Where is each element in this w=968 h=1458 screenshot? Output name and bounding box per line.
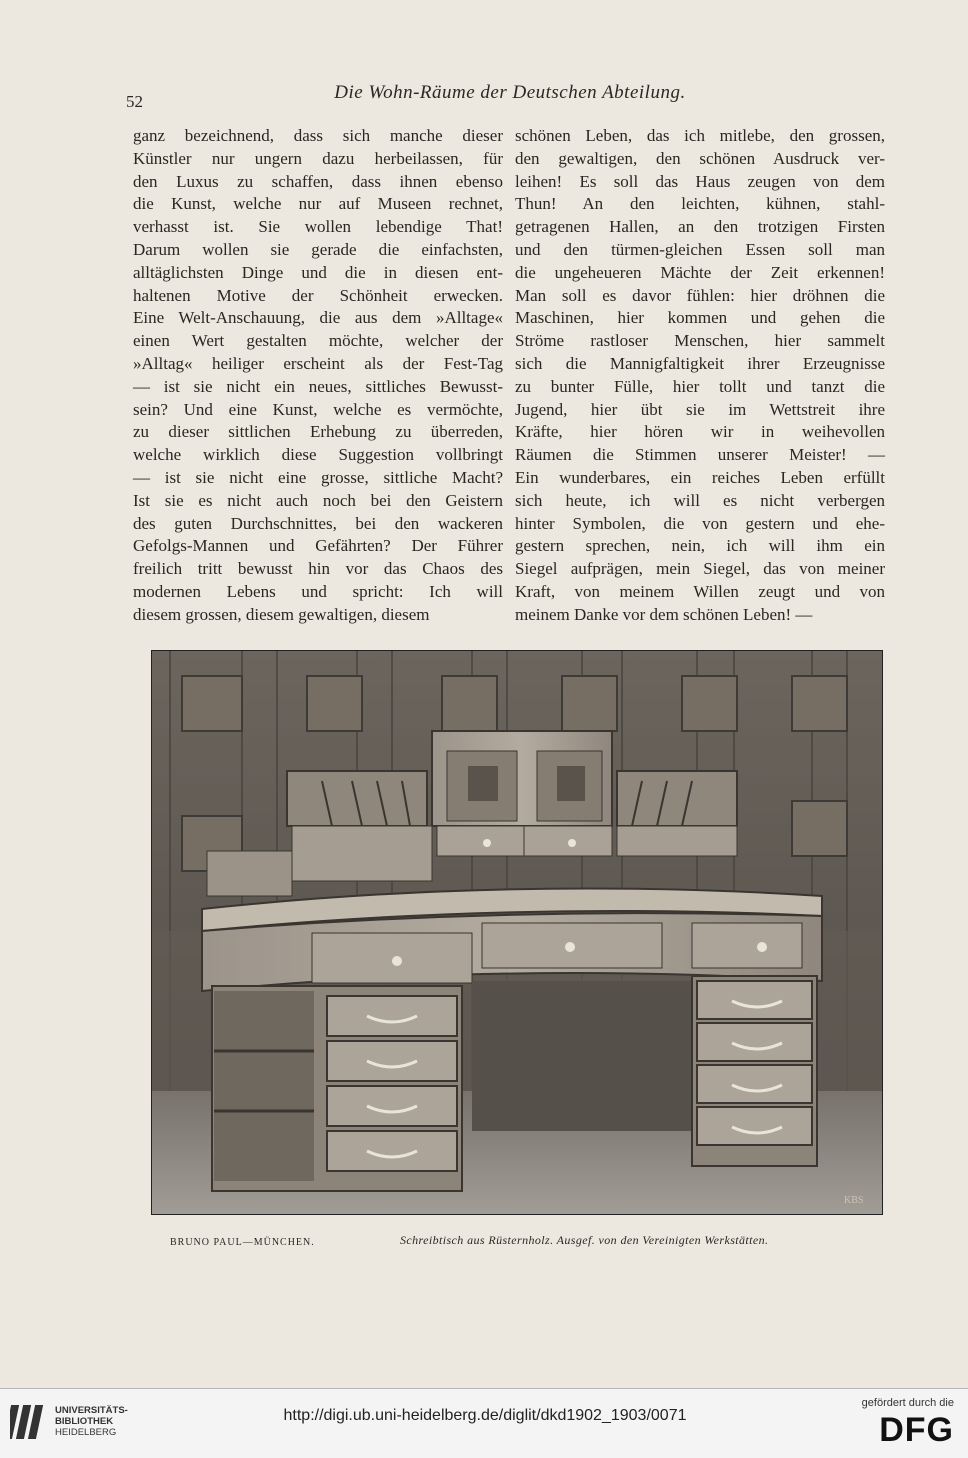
text-line: Gefolgs-Mannen und Gefährten? Der Führer — [133, 536, 503, 556]
library-line-1: UNIVERSITÄTS- — [55, 1405, 128, 1416]
text-line: Ein wunderbares, ein reiches Leben erfüllt — [515, 467, 885, 487]
text-line: meinem Danke vor dem schönen Leben! — — [515, 604, 813, 624]
text-line: die ungeheueren Mächte der Zeit erkennen! — [515, 262, 885, 282]
text-line: die Kunst, welche nur auf Museen rechnet, — [133, 194, 503, 214]
text-line: sich heute, ich will es nicht verbergen — [515, 490, 885, 510]
text-line: den Luxus zu schaffen, dass ihnen ebenso — [133, 171, 503, 191]
desk-illustration — [152, 651, 882, 1214]
text-line: und den türmen-gleichen Essen soll man — [515, 239, 885, 259]
text-line: diesem grossen, diesem gewaltigen, diesem — [133, 604, 430, 624]
text-line: den gewaltigen, den schönen Ausdruck ver- — [515, 148, 885, 168]
text-line: Kraft, von meinem Willen zeugt und von — [515, 581, 885, 601]
text-line: »Alltag« heiliger erscheint als der Fest-Tag — [133, 353, 503, 373]
text-line: Eine Welt-Anschauung, die aus dem »Alltage« — [133, 308, 503, 328]
text-line: haltenen Motive der Schönheit erwecken. — [133, 285, 503, 305]
text-line: zu bunter Fülle, hier tollt und tanzt die — [515, 376, 885, 396]
caption-photographer: BRUNO PAUL—MÜNCHEN. — [170, 1237, 315, 1248]
funded-by-label: gefördert durch die — [861, 1397, 954, 1409]
permalink-url[interactable]: http://digi.ub.uni-heidelberg.de/diglit/dkd1902_1903/0071 — [283, 1407, 687, 1424]
text-line: modernen Lebens und spricht: Ich will — [133, 581, 503, 601]
page-number: 52 — [126, 92, 143, 111]
text-line: sich die Mannigfaltigkeit ihrer Erzeugnisse — [515, 353, 885, 373]
text-line: — ist sie nicht eine grosse, sittliche Macht? — [133, 467, 503, 487]
text-line: Siegel aufprägen, mein Siegel, das von meiner — [515, 559, 885, 579]
text-line: hinter Symbolen, die von gestern und ehe- — [515, 513, 885, 533]
text-line: verhasst ist. Sie wollen lebendige That! — [133, 217, 503, 237]
text-line: zu dieser sittlichen Erhebung zu überreden, — [133, 422, 503, 442]
text-line: Man soll es davor fühlen: hier dröhnen die — [515, 285, 885, 305]
text-line: Maschinen, hier kommen und gehen die — [515, 308, 885, 328]
text-line: Räumen die Stimmen unserer Meister! — — [515, 445, 885, 465]
text-line: welche wirklich diese Suggestion vollbringt — [133, 445, 503, 465]
library-line-3: HEIDELBERG — [55, 1427, 117, 1438]
library-line-2: BIBLIOTHEK — [55, 1416, 114, 1427]
text-line: gestern sprechen, nein, ich will ihm ein — [515, 536, 885, 556]
text-line: Jugend, hier übt sie im Wettstreit ihre — [515, 399, 885, 419]
text-line: einen Wert gestalten möchte, welcher der — [133, 331, 503, 351]
viewer-footer — [0, 1388, 968, 1458]
text-line: Ist sie es nicht auch noch bei den Geistern — [133, 490, 503, 510]
text-line: alltäglichsten Dinge und die in diesen ent- — [133, 262, 503, 282]
dfg-logo: DFG — [879, 1411, 954, 1449]
caption-description: Schreibtisch aus Rüsternholz. Ausgef. von den Vereinigten Werkstätten. — [400, 1233, 769, 1247]
text-line: Darum wollen sie gerade die einfachsten, — [133, 239, 503, 259]
text-line: getragenen Hallen, an den trotzigen Firsten — [515, 217, 885, 237]
text-line: — ist sie nicht ein neues, sittliches Bewusst- — [133, 376, 503, 396]
university-library-name — [55, 1405, 128, 1438]
text-line: Kräfte, hier hören wir in weihevollen — [515, 422, 885, 442]
right-text-column — [515, 125, 885, 627]
university-library-logo-icon — [10, 1401, 50, 1445]
text-line: des guten Durchschnittes, bei den wackeren — [133, 513, 503, 533]
text-line: sein? Und eine Kunst, welche es vermöchte, — [133, 399, 503, 419]
text-line: freilich tritt bewusst hin vor das Chaos des — [133, 559, 503, 579]
running-head: Die Wohn-Räume der Deutschen Abteilung. — [334, 82, 686, 103]
text-line: Thun! An den leichten, kühnen, stahl- — [515, 194, 885, 214]
text-line: Ströme rastloser Menschen, hier sammelt — [515, 331, 885, 351]
left-text-column — [133, 125, 503, 627]
text-line: leihen! Es soll das Haus zeugen von dem — [515, 171, 885, 191]
desk-photograph — [151, 650, 883, 1215]
photo-signature: KBS — [844, 1195, 864, 1206]
text-line: Künstler nur ungern dazu herbeilassen, für — [133, 148, 503, 168]
text-line: schönen Leben, das ich mitlebe, den grossen, — [515, 126, 885, 145]
text-line: ganz bezeichnend, dass sich manche dieser — [133, 126, 503, 145]
